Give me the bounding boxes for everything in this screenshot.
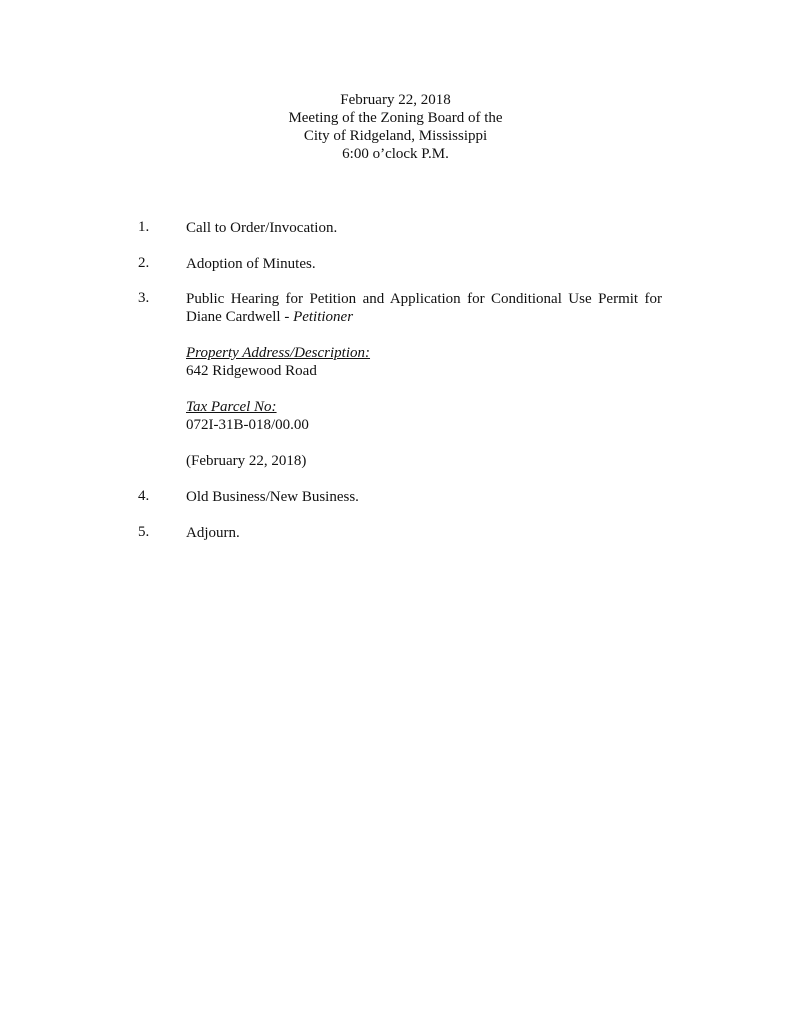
- petitioner-name: Diane Cardwell: [186, 309, 281, 325]
- agenda-item-text: Adjourn.: [186, 525, 240, 541]
- parcel-label: Tax Parcel No:: [186, 399, 277, 415]
- meeting-header: [0, 91, 791, 163]
- agenda-item-number: 1.: [138, 219, 150, 235]
- property-label: Property Address/Description:: [186, 345, 371, 361]
- parcel-value: 072I-31B-018/00.00: [186, 417, 309, 433]
- petitioner-role: Petitioner: [293, 309, 354, 325]
- hearing-date-note: (February 22, 2018): [186, 453, 307, 469]
- agenda-item-text: Call to Order/Invocation.: [186, 220, 338, 236]
- agenda-item-text: Old Business/New Business.: [186, 489, 359, 505]
- meeting-date: February 22, 2018: [340, 92, 451, 108]
- meeting-city: City of Ridgeland, Mississippi: [303, 128, 488, 144]
- hearing-description: Public Hearing for Petition and Application for Conditional Use Permit for: [186, 291, 662, 307]
- petitioner-separator: -: [280, 309, 294, 325]
- petitioner-line: [186, 308, 662, 326]
- agenda-item-number: 2.: [138, 255, 150, 271]
- agenda-item-text: Adoption of Minutes.: [186, 256, 316, 272]
- meeting-title: Meeting of the Zoning Board of the: [288, 110, 503, 126]
- agenda-item-number: 3.: [138, 290, 150, 306]
- property-value: 642 Ridgewood Road: [186, 363, 317, 379]
- agenda-item-3-body: [186, 290, 662, 470]
- meeting-time: 6:00 o’clock P.M.: [342, 146, 449, 162]
- agenda-item-number: 5.: [138, 524, 150, 540]
- agenda-item-number: 4.: [138, 488, 150, 504]
